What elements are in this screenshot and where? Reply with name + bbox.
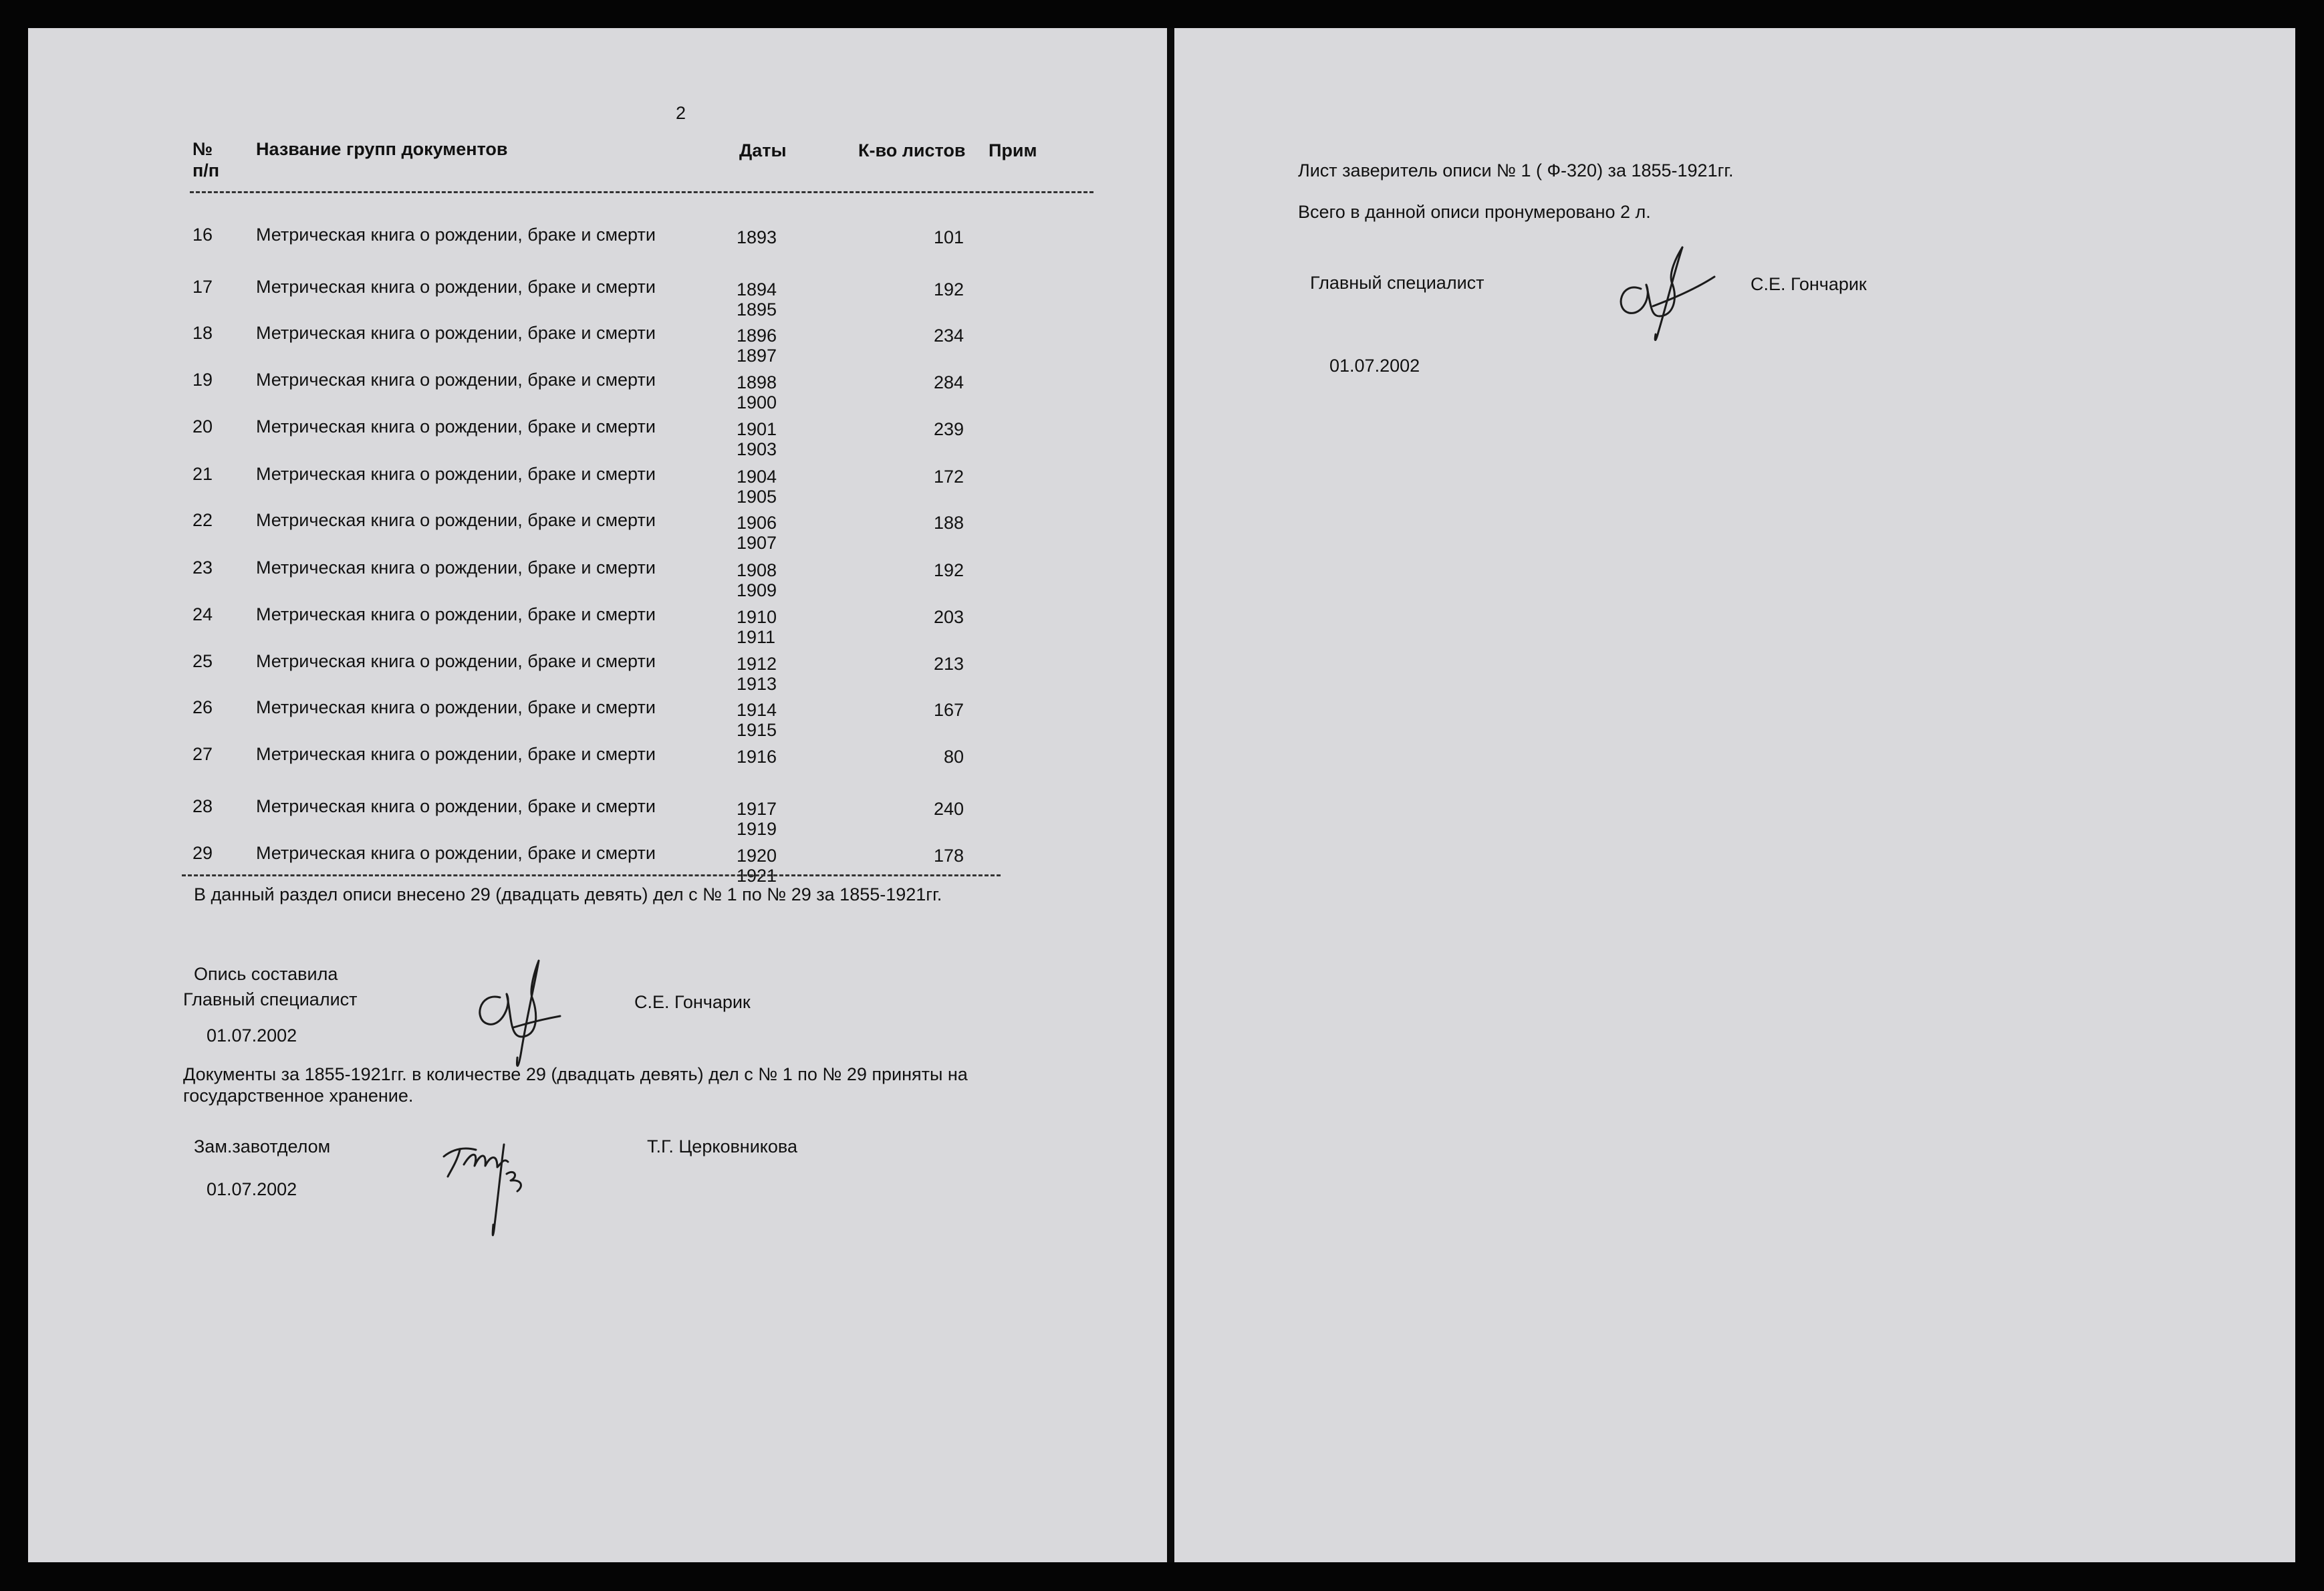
table-row — [28, 699, 1167, 745]
row-sheet-count: 188 — [933, 513, 964, 533]
row-sheet-count: 239 — [933, 419, 964, 439]
row-document-name: Метрическая книга о рождении, браке и смерти — [256, 744, 656, 764]
header-notes: Прим — [989, 140, 1037, 160]
table-row — [28, 559, 1167, 606]
page-number: 2 — [676, 103, 686, 123]
row-date-from: 1908 — [737, 560, 777, 580]
table-bottom-divider — [182, 874, 1001, 876]
compiled-date: 01.07.2002 — [207, 1025, 297, 1046]
deputy-signature — [437, 1124, 544, 1245]
acceptance-line-2: государственное хранение. — [183, 1086, 414, 1106]
total-numbered-text: Всего в данной описи пронумеровано 2 л. — [1298, 202, 1651, 222]
row-date-to: 1921 — [737, 866, 777, 886]
table-row — [28, 418, 1167, 465]
row-sheet-count: 167 — [933, 700, 964, 720]
row-document-name: Метрическая книга о рождении, браке и смерти — [256, 604, 656, 624]
table-row — [28, 278, 1167, 325]
row-date-from: 1906 — [737, 513, 777, 533]
table-row — [28, 371, 1167, 418]
row-number: 21 — [192, 464, 213, 484]
row-number: 22 — [192, 510, 213, 530]
header-sheet-count: К-во листов — [858, 140, 966, 160]
header-num-line1: № — [192, 139, 213, 159]
specialist-position: Главный специалист — [1310, 273, 1484, 293]
row-sheet-count: 192 — [933, 560, 964, 580]
row-date-from: 1901 — [737, 419, 777, 439]
row-date-to: 1900 — [737, 392, 777, 412]
header-divider — [190, 191, 1093, 193]
book-spine-gap — [1167, 28, 1174, 1562]
row-date-from: 1904 — [737, 467, 777, 487]
row-document-name: Метрическая книга о рождении, браке и смерти — [256, 277, 656, 297]
row-date-to: 1903 — [737, 439, 777, 459]
row-number: 16 — [192, 225, 213, 245]
compiler-name: С.Е. Гончарик — [634, 992, 751, 1012]
specialist-name: С.Е. Гончарик — [1751, 274, 1867, 294]
row-document-name: Метрическая книга о рождении, браке и смерти — [256, 796, 656, 816]
row-number: 19 — [192, 370, 213, 390]
left-page — [28, 28, 1167, 1562]
row-sheet-count: 240 — [933, 799, 964, 819]
row-sheet-count: 172 — [933, 467, 964, 487]
row-date-to: 1905 — [737, 487, 777, 507]
header-document-group-name: Название групп документов — [256, 139, 508, 159]
table-row — [28, 798, 1167, 844]
header-dates: Даты — [739, 140, 787, 160]
row-date-to: 1913 — [737, 674, 777, 694]
row-date-to: 1919 — [737, 819, 777, 839]
row-date-to: 1895 — [737, 299, 777, 320]
row-date-from: 1912 — [737, 654, 777, 674]
table-row — [28, 606, 1167, 652]
row-date-from: 1917 — [737, 799, 777, 819]
row-number: 28 — [192, 796, 213, 816]
row-date-from: 1910 — [737, 607, 777, 627]
row-document-name: Метрическая книга о рождении, браке и смерти — [256, 370, 656, 390]
row-document-name: Метрическая книга о рождении, браке и смерти — [256, 558, 656, 578]
deputy-date: 01.07.2002 — [207, 1179, 297, 1199]
row-date-to: 1911 — [737, 627, 776, 647]
specialist-signature — [1602, 242, 1722, 349]
table-row — [28, 465, 1167, 512]
row-number: 27 — [192, 744, 213, 764]
table-row — [28, 745, 1167, 792]
row-sheet-count: 80 — [943, 747, 964, 767]
compiler-position: Главный специалист — [183, 989, 358, 1009]
row-number: 25 — [192, 651, 213, 671]
row-date-to: 1897 — [737, 346, 777, 366]
header-num-line2: п/п — [192, 160, 220, 180]
row-date-from: 1896 — [737, 326, 777, 346]
row-document-name: Метрическая книга о рождении, браке и смерти — [256, 464, 656, 484]
certification-title: Лист заверитель описи № 1 ( Ф-320) за 1855-1921гг. — [1298, 160, 1734, 180]
table-row — [28, 324, 1167, 371]
row-number: 17 — [192, 277, 213, 297]
row-number: 20 — [192, 416, 213, 437]
certification-date: 01.07.2002 — [1329, 356, 1420, 376]
deputy-position: Зам.завотделом — [194, 1136, 331, 1156]
row-date-from: 1914 — [737, 700, 777, 720]
row-number: 18 — [192, 323, 213, 343]
row-date-from: 1894 — [737, 279, 777, 299]
row-date-from: 1920 — [737, 846, 777, 866]
row-date-to: 1915 — [737, 720, 777, 740]
row-number: 24 — [192, 604, 213, 624]
row-number: 29 — [192, 843, 213, 863]
row-sheet-count: 101 — [933, 227, 964, 247]
table-row — [28, 226, 1167, 273]
compiled-by-label: Опись составила — [194, 964, 338, 984]
row-document-name: Метрическая книга о рождении, браке и смерти — [256, 323, 656, 343]
row-document-name: Метрическая книга о рождении, браке и смерти — [256, 225, 656, 245]
row-sheet-count: 213 — [933, 654, 964, 674]
row-sheet-count: 284 — [933, 372, 964, 392]
row-document-name: Метрическая книга о рождении, браке и смерти — [256, 651, 656, 671]
row-date-to: 1909 — [737, 580, 777, 600]
row-date-from: 1916 — [737, 747, 777, 767]
deputy-name: Т.Г. Церковникова — [647, 1136, 797, 1156]
row-date-to: 1907 — [737, 533, 777, 553]
row-sheet-count: 234 — [933, 326, 964, 346]
row-date-from: 1898 — [737, 372, 777, 392]
row-document-name: Метрическая книга о рождении, браке и смерти — [256, 697, 656, 717]
right-page — [1174, 28, 2295, 1562]
row-sheet-count: 203 — [933, 607, 964, 627]
acceptance-line-1: Документы за 1855-1921гг. в количестве 29 (двадцать девять) дел с № 1 по № 29 приняты на — [183, 1064, 968, 1084]
row-document-name: Метрическая книга о рождении, браке и смерти — [256, 843, 656, 863]
row-date-from: 1893 — [737, 227, 777, 247]
row-number: 23 — [192, 558, 213, 578]
row-number: 26 — [192, 697, 213, 717]
row-document-name: Метрическая книга о рождении, браке и смерти — [256, 416, 656, 437]
table-row — [28, 511, 1167, 558]
row-sheet-count: 178 — [933, 846, 964, 866]
row-sheet-count: 192 — [933, 279, 964, 299]
row-document-name: Метрическая книга о рождении, браке и смерти — [256, 510, 656, 530]
table-row — [28, 652, 1167, 699]
summary-text: В данный раздел описи внесено 29 (двадцать девять) дел с № 1 по № 29 за 1855-1921гг. — [194, 884, 942, 904]
